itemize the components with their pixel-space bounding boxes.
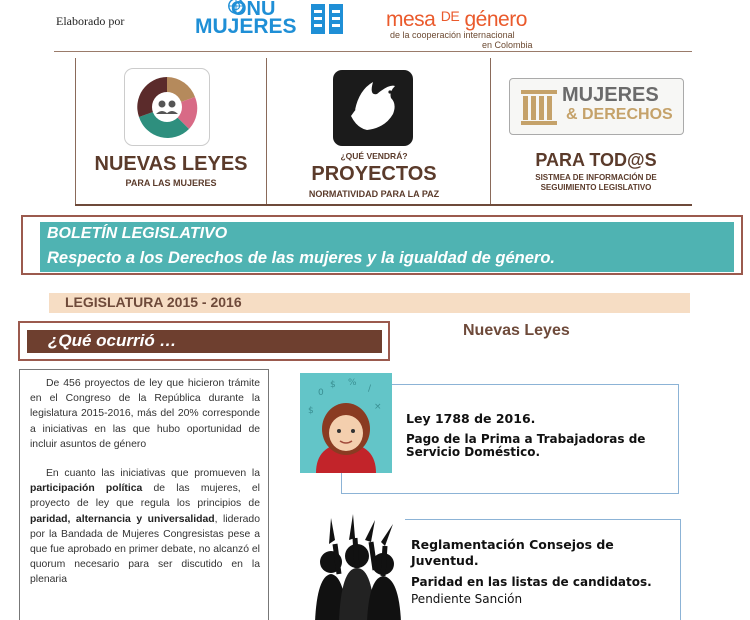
onu-mujeres-logo xyxy=(195,0,355,44)
que-ocurrio-heading: ¿Qué ocurrió … xyxy=(48,331,177,350)
svg-text:%: % xyxy=(348,378,357,388)
md-logo-line2: & DERECHOS xyxy=(566,106,673,123)
nuevas-leyes-panel-icon[interactable] xyxy=(124,68,210,146)
svg-text:$: $ xyxy=(308,406,314,416)
summary-text-box xyxy=(19,369,269,620)
nuevas-leyes-subtitle: PARA LAS MUJERES xyxy=(125,178,217,188)
law-2-title-line2: Juventud. xyxy=(411,553,479,568)
mesa-subtitle-2: en Colombia xyxy=(482,40,533,50)
pie-chart-people-icon xyxy=(125,69,209,145)
law-1-title: Ley 1788 de 2016. xyxy=(406,411,536,426)
summary-paragraph-1: De 456 proyectos de ley que hicieron trámite en el Congreso de la República durante la legislatura 2015-2016, más del 20% corresponde a iniciativas en las que hubo oportunidad de incluir asuntos de género xyxy=(30,378,260,450)
nuevas-leyes-heading: Nuevas Leyes xyxy=(463,322,570,339)
dove-icon xyxy=(333,70,413,146)
onu-mujeres-symbol-icon xyxy=(309,0,345,38)
boletin-subtitle: Respecto a los Derechos de las mujeres y la igualdad de género. xyxy=(47,249,556,267)
svg-text:×: × xyxy=(374,402,382,412)
summary-paragraph-2: En cuanto las iniciativas que promueven la participación política de las mujeres, el proyecto de ley que regula los principios de paridad, alternancia y universalidad, liderado por la Bandada de Mujeres Congresistas pese a que fue aprobado en primer debate, no alcanzó el quorum necesario para ser discutido en la plenaria xyxy=(30,468,260,586)
para-todos-title[interactable]: PARA TOD@S xyxy=(535,150,657,170)
elaborado-por-label: Elaborado por xyxy=(56,14,125,28)
mesa-de-word: DE xyxy=(440,8,460,24)
panel-border-left xyxy=(75,58,76,206)
law-2-title-line1: Reglamentación Consejos de xyxy=(411,537,614,552)
panel-divider-2 xyxy=(490,58,491,206)
onu-wordmark: ONU xyxy=(231,0,276,20)
proyectos-subtitle: NORMATIVIDAD PARA LA PAZ xyxy=(308,189,440,199)
mesa-de-genero-logo xyxy=(386,6,556,50)
legislatura-label: LEGISLATURA 2015 - 2016 xyxy=(65,294,242,310)
genero-word: género xyxy=(464,8,527,31)
law-2-status: Pendiente Sanción xyxy=(411,592,523,606)
panel-bottom-rule xyxy=(75,204,692,206)
proyectos-panel-icon[interactable] xyxy=(333,70,413,146)
law-2-desc: Paridad en las listas de candidatos. xyxy=(411,575,652,589)
nuevas-leyes-title[interactable]: NUEVAS LEYES xyxy=(94,153,248,175)
header-divider xyxy=(54,51,692,52)
woman-worker-illustration xyxy=(300,373,392,473)
law-1-desc-line2: Servicio Doméstico. xyxy=(406,445,541,459)
md-logo-line1: MUJERES xyxy=(562,84,659,106)
svg-text:/: / xyxy=(368,384,372,394)
participacion-politica-emphasis: participación política xyxy=(30,483,143,495)
mujeres-wordmark: MUJERES xyxy=(195,15,297,38)
paridad-emphasis: paridad, alternancia y universalidad xyxy=(30,513,215,525)
columns-icon xyxy=(520,88,558,126)
svg-text:0: 0 xyxy=(318,388,324,398)
law-1-desc-line1: Pago de la Prima a Trabajadoras de xyxy=(406,432,646,446)
boletin-title: BOLETÍN LEGISLATIVO xyxy=(47,225,228,242)
para-todos-subtitle-1: SISTMEA DE INFORMACIÓN DE xyxy=(535,173,657,182)
panel-divider-1 xyxy=(266,58,267,206)
svg-text:$: $ xyxy=(330,380,336,390)
proyectos-title[interactable]: PROYECTOS xyxy=(311,163,437,185)
mujeres-derechos-logo[interactable] xyxy=(509,78,684,135)
mesa-word: mesa xyxy=(386,8,436,31)
mesa-subtitle-1: de la cooperación internacional xyxy=(390,30,515,40)
protest-crowd-illustration xyxy=(309,510,405,620)
proyectos-kicker: ¿QUÉ VENDRÁ? xyxy=(340,151,408,161)
para-todos-subtitle-2: SEGUIMIENTO LEGISLATIVO xyxy=(540,183,652,192)
